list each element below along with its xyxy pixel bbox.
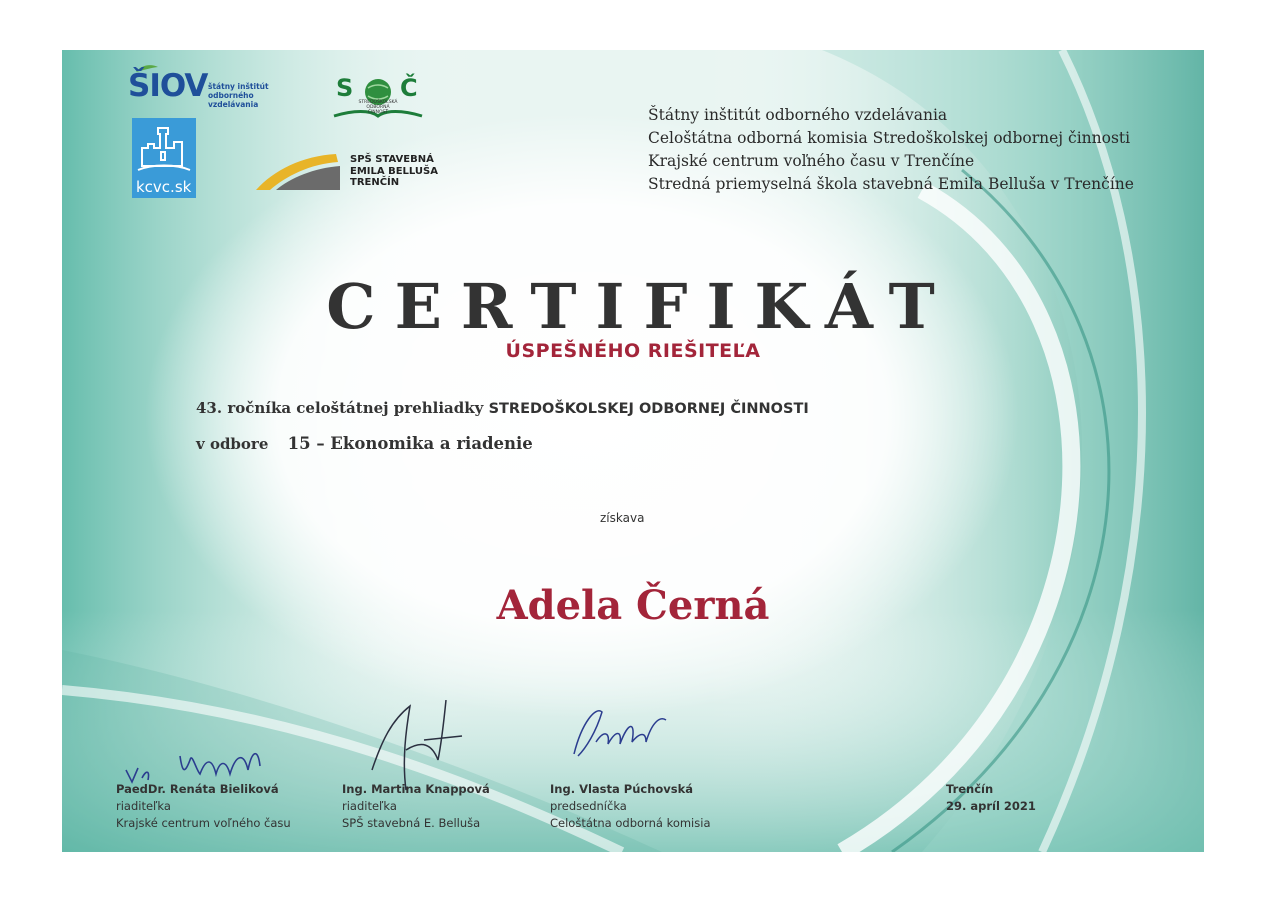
signatory-name: PaedDr. Renáta Bieliková — [116, 782, 279, 796]
certificate-title: CERTIFIKÁT — [326, 270, 954, 343]
field-prefix: v odbore — [196, 435, 269, 453]
organizer-list — [648, 104, 1134, 196]
siov-wordmark: ŠIOV — [128, 68, 208, 104]
sps-road-icon — [254, 150, 344, 194]
signatory-2 — [342, 781, 490, 832]
certificate-subtitle: ÚSPEŠNÉHO RIEŠITEĽA — [505, 340, 761, 362]
competition-line — [196, 399, 809, 417]
signatory-role: predsedníčka — [550, 799, 627, 813]
organizer-line: Celoštátna odborná komisia Stredoškolskej odbornej činnosti — [648, 129, 1131, 147]
kcvc-logo — [132, 118, 196, 198]
signatory-1 — [116, 781, 291, 832]
signatory-org: Celoštátna odborná komisia — [550, 816, 711, 830]
sps-text: SPŠ STAVEBNÁ EMILA BELLUŠA TRENČÍN — [350, 154, 438, 188]
soc-logo — [330, 70, 426, 122]
sps-logo — [254, 150, 454, 194]
kcvc-text: kcvc.sk — [136, 178, 192, 196]
organizer-line: Stredná priemyselná škola stavebná Emila Belluša v Trenčíne — [648, 175, 1134, 193]
siov-subtitle: štátny inštitút odborného vzdelávania — [208, 82, 269, 109]
certificate — [62, 50, 1204, 852]
svg-text:Č: Č — [400, 74, 418, 102]
signatory-name: Ing. Martina Knappová — [342, 782, 490, 796]
signatory-role: riaditeľka — [342, 799, 397, 813]
place-date — [946, 781, 1036, 815]
competition-prefix: 43. ročníka celoštátnej prehliadky — [196, 399, 484, 417]
svg-text:S: S — [336, 74, 354, 102]
competition-name: STREDOŠKOLSKEJ ODBORNEJ ČINNOSTI — [488, 401, 809, 417]
signatory-role: riaditeľka — [116, 799, 171, 813]
date: 29. apríl 2021 — [946, 799, 1036, 813]
organizer-line: Krajské centrum voľného času v Trenčíne — [648, 152, 975, 170]
signatory-org: SPŠ stavebná E. Belluša — [342, 816, 481, 830]
field-name: 15 – Ekonomika a riadenie — [287, 434, 533, 453]
signatory-org: Krajské centrum voľného času — [116, 816, 291, 830]
field-line — [196, 434, 533, 453]
signatory-3 — [550, 781, 711, 832]
recipient-name: Adela Černá — [496, 582, 770, 629]
signature-puchovska-icon — [566, 702, 676, 762]
ziskava-label: získava — [600, 511, 645, 525]
organizer-line: Štátny inštitút odborného vzdelávania — [648, 106, 948, 124]
castle-icon — [132, 120, 196, 176]
place: Trenčín — [946, 782, 994, 796]
signatory-name: Ing. Vlasta Púchovská — [550, 782, 694, 796]
soc-subtitle: STREDOŠKOLSKÁ ODBORNÁ ČINNOSŤ — [358, 100, 398, 115]
